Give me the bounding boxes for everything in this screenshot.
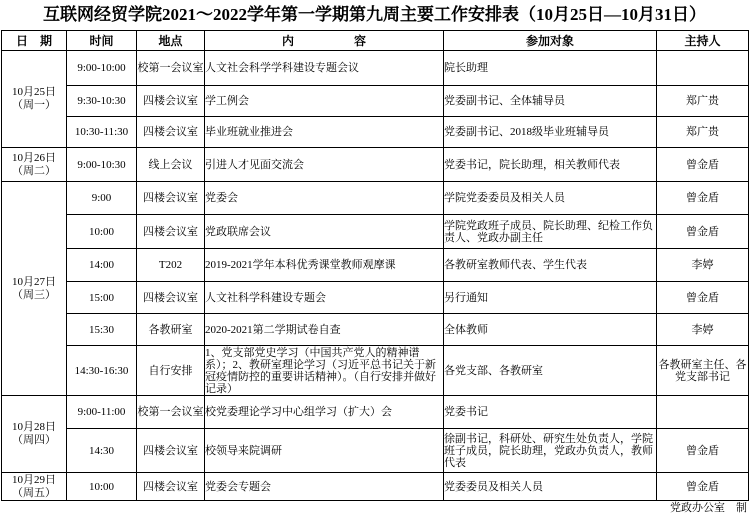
time-cell: 9:00-11:00 bbox=[67, 396, 137, 429]
time-cell: 9:00 bbox=[67, 182, 137, 215]
participants-cell: 各教研室教师代表、学生代表 bbox=[444, 249, 657, 282]
location-cell: T202 bbox=[137, 249, 205, 282]
table-row bbox=[2, 51, 749, 86]
time-cell: 10:00 bbox=[67, 215, 137, 249]
table-row bbox=[2, 473, 749, 501]
content-cell: 引进人才见面交流会 bbox=[205, 148, 444, 182]
content-cell: 校领导来院调研 bbox=[205, 429, 444, 473]
time-cell: 14:00 bbox=[67, 249, 137, 282]
location-cell: 四楼会议室 bbox=[137, 215, 205, 249]
host-cell: 曾金盾 bbox=[657, 148, 749, 182]
date-label: 10月29日 bbox=[12, 473, 56, 486]
table-row bbox=[2, 148, 749, 182]
location-cell: 各教研室 bbox=[137, 314, 205, 346]
host-cell: 曾金盾 bbox=[657, 429, 749, 473]
time-cell: 10:00 bbox=[67, 473, 137, 501]
time-cell: 9:00-10:30 bbox=[67, 148, 137, 182]
location-cell: 线上会议 bbox=[137, 148, 205, 182]
table-row bbox=[2, 117, 749, 148]
time-cell: 15:30 bbox=[67, 314, 137, 346]
location-cell: 自行安排 bbox=[137, 346, 205, 396]
date-cell bbox=[2, 182, 67, 396]
time-cell: 9:00-10:00 bbox=[67, 51, 137, 86]
header-date: 日 期 bbox=[2, 31, 67, 51]
header-host: 主持人 bbox=[657, 31, 749, 51]
content-cell: 党委会 bbox=[205, 182, 444, 215]
date-cell bbox=[2, 473, 67, 501]
content-cell: 毕业班就业推进会 bbox=[205, 117, 444, 148]
header-participants: 参加对象 bbox=[444, 31, 657, 51]
date-label: 10月25日 bbox=[12, 86, 56, 98]
header-content: 内 容 bbox=[205, 31, 444, 51]
host-cell: 曾金盾 bbox=[657, 473, 749, 501]
weekday-label: （周一） bbox=[12, 99, 56, 111]
participants-cell: 学院党委委员及相关人员 bbox=[444, 182, 657, 215]
content-cell: 人文社科学科建设专题会 bbox=[205, 282, 444, 314]
document-footer: 党政办公室 制 bbox=[670, 502, 747, 514]
date-cell bbox=[2, 396, 67, 473]
content-cell: 校党委理论学习中心组学习（扩大）会 bbox=[205, 396, 444, 429]
host-cell: 郑广贵 bbox=[657, 117, 749, 148]
location-cell: 四楼会议室 bbox=[137, 86, 205, 117]
participants-cell: 学院党政班子成员、院长助理、纪检工作负责人、党政办副主任 bbox=[444, 215, 657, 249]
host-cell bbox=[657, 51, 749, 86]
content-cell: 1、党支部党史学习（中国共产党人的精神谱系）；2、教研室理论学习（习近平总书记关于新冠疫情防控的重要讲话精神）。（自行安排并做好记录） bbox=[205, 346, 444, 396]
location-cell: 四楼会议室 bbox=[137, 282, 205, 314]
table-row bbox=[2, 314, 749, 346]
host-cell: 李婷 bbox=[657, 249, 749, 282]
table-row bbox=[2, 215, 749, 249]
host-cell: 曾金盾 bbox=[657, 282, 749, 314]
participants-cell: 全体教师 bbox=[444, 314, 657, 346]
table-row bbox=[2, 346, 749, 396]
participants-cell: 党委副书记、2018级毕业班辅导员 bbox=[444, 117, 657, 148]
weekday-label: （周四） bbox=[12, 434, 56, 446]
host-cell: 李婷 bbox=[657, 314, 749, 346]
participants-cell: 党委委员及相关人员 bbox=[444, 473, 657, 501]
host-cell bbox=[657, 396, 749, 429]
time-cell: 14:30-16:30 bbox=[67, 346, 137, 396]
table-row bbox=[2, 282, 749, 314]
date-cell bbox=[2, 148, 67, 182]
time-cell: 15:00 bbox=[67, 282, 137, 314]
weekday-label: （周二） bbox=[12, 164, 56, 177]
weekday-label: （周三） bbox=[12, 288, 56, 301]
location-cell: 校第一会议室 bbox=[137, 51, 205, 86]
host-cell: 各教研室主任、各党支部书记 bbox=[657, 346, 749, 396]
participants-cell: 院长助理 bbox=[444, 51, 657, 86]
participants-cell: 另行通知 bbox=[444, 282, 657, 314]
time-cell: 10:30-11:30 bbox=[67, 117, 137, 148]
location-cell: 四楼会议室 bbox=[137, 473, 205, 501]
location-cell: 校第一会议室 bbox=[137, 396, 205, 429]
host-cell: 曾金盾 bbox=[657, 182, 749, 215]
content-cell: 学工例会 bbox=[205, 86, 444, 117]
weekday-label: （周五） bbox=[12, 486, 56, 499]
header-time: 时间 bbox=[67, 31, 137, 51]
location-cell: 四楼会议室 bbox=[137, 117, 205, 148]
location-cell: 四楼会议室 bbox=[137, 429, 205, 473]
content-cell: 党委会专题会 bbox=[205, 473, 444, 501]
time-cell: 14:30 bbox=[67, 429, 137, 473]
location-cell: 四楼会议室 bbox=[137, 182, 205, 215]
host-cell: 曾金盾 bbox=[657, 215, 749, 249]
header-location: 地点 bbox=[137, 31, 205, 51]
content-cell: 人文社会科学学科建设专题会议 bbox=[205, 51, 444, 86]
participants-cell: 党委书记 bbox=[444, 396, 657, 429]
content-cell: 2019-2021学年本科优秀课堂教师观摩课 bbox=[205, 249, 444, 282]
date-label: 10月26日 bbox=[12, 151, 56, 164]
table-row bbox=[2, 86, 749, 117]
content-cell: 2020-2021第二学期试卷自查 bbox=[205, 314, 444, 346]
schedule-table bbox=[1, 30, 749, 501]
participants-cell: 党委副书记、全体辅导员 bbox=[444, 86, 657, 117]
date-cell bbox=[2, 51, 67, 148]
host-cell: 郑广贵 bbox=[657, 86, 749, 117]
table-row bbox=[2, 396, 749, 429]
participants-cell: 党委书记，院长助理，相关教师代表 bbox=[444, 148, 657, 182]
time-cell: 9:30-10:30 bbox=[67, 86, 137, 117]
document-title: 互联网经贸学院2021～2022学年第一学期第九周主要工作安排表（10月25日—10月31日） bbox=[43, 5, 706, 24]
table-row bbox=[2, 182, 749, 215]
date-label: 10月28日 bbox=[12, 421, 56, 433]
table-row bbox=[2, 429, 749, 473]
participants-cell: 徐副书记，科研处、研究生处负责人，学院班子成员，院长助理，党政办负责人，教师代表 bbox=[444, 429, 657, 473]
content-cell: 党政联席会议 bbox=[205, 215, 444, 249]
date-label: 10月27日 bbox=[12, 275, 56, 288]
table-row bbox=[2, 249, 749, 282]
participants-cell: 各党支部、各教研室 bbox=[444, 346, 657, 396]
table-header-row bbox=[2, 31, 749, 51]
